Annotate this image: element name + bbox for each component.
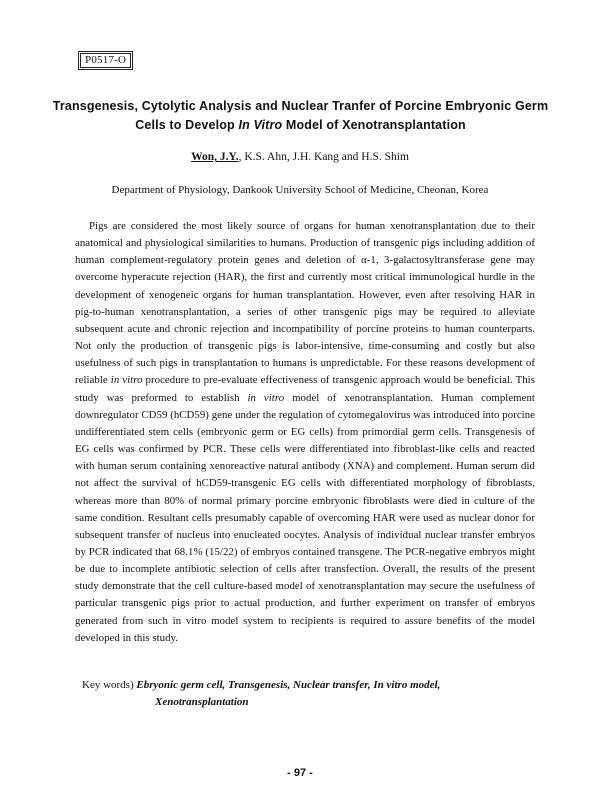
title-part2: Model of Xenotransplantation [282, 118, 466, 132]
affiliation: Department of Physiology, Dankook University School of Medicine, Cheonan, Korea [111, 184, 489, 196]
abstract-italic-1: in vitro [110, 374, 143, 387]
keywords-line2: Xenotransplantation [155, 696, 249, 708]
keywords-label: Key words) [82, 679, 134, 691]
paper-title [40, 97, 561, 135]
abstract-text-3: model of xenotransplantation. Human complement downregulator CD59 (hCD59) gene under the regulation of cytomegalovirus was introduced into porcine undifferentiated stem cells (embryonic germ or EG cells) from primordial germ cells. Transgenesis of EG cells was confirmed by PCR. These cells were differentiated into fibroblast-like cells and reacted with human serum containing xenoreactive natural antibody (XNA) and complement. Human serum did not affect the survival of hCD59-transgenic EG cells with differentiated morphology of fibroblasts, whereas more than 80% of normal primary porcine embryonic fibroblasts were died in culture of the same condition. Resultant cells presumably capable of overcoming HAR were used as nuclear donor for subsequent transfer of nucleus into enucleated oocytes. Analysis of individual nuclear transfer embryos by PCR indicated that 68.1% (15/22) of embryos contained transgene. The PCR-negative embryos might be due to incomplete antibiotic selection of cells after transfection. Overall, the results of the present study demonstrate that the cell culture-based model of xenotransplantation may secure the usefulness of particular transgenic pigs prior to actual production, and further experiment on transfer of embryos generated from such in vitro model system to recipients is required to assure benefits of the model developed in this study. [75, 391, 535, 644]
abstract-text-1: Pigs are considered the most likely source of organs for human xenotransplantation due to their anatomical and physiological similarities to humans. Production of transgenic pigs including addition of human complement-regulatory protein genes and deletion of α-1, 3-galactosyltransferase gene may overcome hyperacute rejection (HAR), the first and currently most critical immunological hurdle in the development of xenogeneic organs for human transplantation. However, even after resolving HAR in pig-to-human xenotransplantation, a series of other transgenic pigs may be required to alleviate subsequent acute and chronic rejection and incompatibility of porcine proteins to human counterparts. Not only the production of transgenic pigs is labor-intensive, time-consuming and costly but also usefulness of such pigs in transplantation to humans is unpredictable. For these reasons development of reliable [75, 220, 535, 387]
abstract-italic-2: in vitro [247, 391, 285, 404]
co-authors: , K.S. Ahn, J.H. Kang and H.S. Shim [238, 151, 409, 163]
author-list [0, 150, 600, 164]
abstract-body [75, 218, 535, 647]
keywords-section [82, 677, 538, 711]
page-number: - 97 - [287, 767, 313, 779]
title-part1: Transgenesis, Cytolytic Analysis and Nuclear Tranfer of Porcine Embryonic Germ Cells to Develop [52, 99, 549, 132]
lead-author: Won, J.Y. [191, 151, 239, 163]
paper-code: P0517-O [85, 54, 127, 66]
title-italic: In Vitro [238, 118, 283, 132]
paper-code-box [80, 53, 131, 68]
keywords-line1: Ebryonic germ cell, Transgenesis, Nuclear transfer, In vitro model, [136, 679, 441, 691]
abstract-text-2: procedure to pre-evaluate effectiveness of transgenic approach would be beneficial. This study was preformed to establish [75, 374, 535, 404]
